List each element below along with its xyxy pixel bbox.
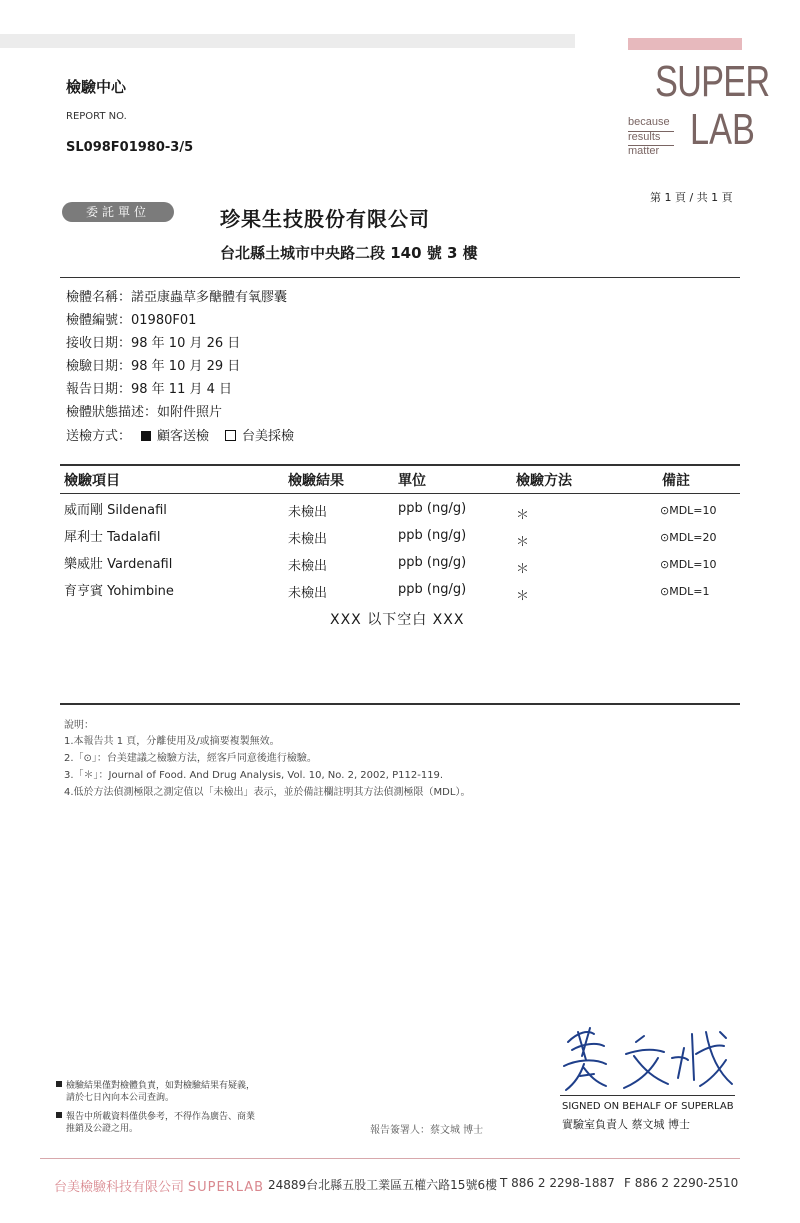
- header-title: 檢驗中心: [66, 78, 127, 96]
- table-top-rule: [60, 464, 740, 466]
- row-method: ＊: [516, 508, 530, 523]
- method-option-sampling: 台美採檢: [242, 429, 295, 444]
- sample-state: 檢體狀態描述：如附件照片: [66, 405, 223, 420]
- signature-line: [560, 1095, 735, 1096]
- submission-method: [66, 425, 294, 444]
- note-line: 1.本報告共 1 頁，分離使用及/或摘要複製無效。: [64, 736, 280, 747]
- notes-title: 說明：: [64, 720, 94, 731]
- logo-tagline-1: because: [628, 116, 670, 128]
- row-result: 未檢出: [288, 586, 328, 601]
- logo-lab: LAB: [690, 105, 755, 154]
- footer-tel: T 886 2 2298-1887: [500, 1176, 615, 1190]
- table-bottom-rule: [60, 703, 740, 705]
- report-no: SL098F01980-3/5: [66, 140, 194, 155]
- row-result: 未檢出: [288, 532, 328, 547]
- row-item: 樂威壯 Vardenafil: [64, 557, 173, 572]
- logo-tagline-2: results: [628, 131, 661, 143]
- row-item: 犀利士 Tadalafil: [64, 530, 161, 545]
- sample-name: 檢體名稱：諾亞康蟲草多醣體有氧膠囊: [66, 290, 288, 305]
- col-header-item: 檢驗項目: [64, 473, 120, 489]
- footer-brand: SUPERLAB: [187, 1180, 265, 1195]
- row-method: ＊: [516, 562, 530, 577]
- row-result: 未檢出: [288, 559, 328, 574]
- row-unit: ppb (ng/g): [398, 528, 467, 543]
- report-date: 報告日期：98 年 11 月 4 日: [66, 382, 233, 397]
- logo-super: SUPER: [655, 57, 770, 106]
- row-method: ＊: [516, 589, 530, 604]
- logo-accent-bar: [628, 38, 742, 50]
- disclaimer-2: [56, 1111, 255, 1135]
- row-note: ⊙MDL=20: [660, 531, 717, 544]
- top-scan-band: [0, 34, 575, 48]
- row-result: 未檢出: [288, 505, 328, 520]
- row-unit: ppb (ng/g): [398, 501, 467, 516]
- col-header-result: 檢驗結果: [288, 473, 344, 489]
- client-name: 珍果生技股份有限公司: [220, 207, 430, 231]
- col-header-method: 檢驗方法: [516, 473, 572, 489]
- test-date: 檢驗日期：98 年 10 月 29 日: [66, 359, 241, 374]
- method-option-customer: 顧客送檢: [157, 429, 210, 444]
- footer-company-name: 台美檢驗科技有限公司: [54, 1180, 185, 1195]
- note-line: 2.「⊙」：台美建議之檢驗方法，經客戶同意後進行檢驗。: [64, 753, 317, 764]
- row-item: 育亨賓 Yohimbine: [64, 584, 174, 599]
- row-unit: ppb (ng/g): [398, 582, 467, 597]
- submission-method-label: 送檢方式：: [66, 429, 132, 444]
- bullet-square-icon: [56, 1112, 62, 1118]
- row-item: 威而剛 Sildenafil: [64, 503, 167, 518]
- footer-company: [54, 1176, 264, 1195]
- disclaimer-text: 請於七日內向本公司查詢。: [66, 1093, 175, 1103]
- row-unit: ppb (ng/g): [398, 555, 467, 570]
- row-note: ⊙MDL=1: [660, 585, 710, 598]
- table-header-rule: [60, 493, 740, 494]
- sample-id: 檢體編號：01980F01: [66, 313, 197, 328]
- bullet-square-icon: [56, 1081, 62, 1087]
- report-no-label: REPORT NO.: [66, 111, 127, 122]
- client-badge: 委託單位: [62, 202, 174, 222]
- footer-rule: [40, 1158, 740, 1159]
- checkbox-checked-icon: [141, 431, 151, 441]
- lab-responsible: 實驗室負責人 蔡文城 博士: [562, 1118, 690, 1131]
- client-address: 台北縣土城市中央路二段 140 號 3 樓: [220, 244, 478, 262]
- row-note: ⊙MDL=10: [660, 504, 717, 517]
- note-line: 3.「＊」：Journal of Food. And Drug Analysis, Vol. 10, No. 2, 2002, P112-119.: [64, 770, 444, 781]
- disclaimer-text: 推銷及公證之用。: [66, 1124, 139, 1134]
- received-date: 接收日期：98 年 10 月 26 日: [66, 336, 241, 351]
- disclaimer-text: 檢驗結果僅對檢體負責，如對檢驗結果有疑義，: [66, 1081, 256, 1091]
- disclaimer-text: 報告中所載資料僅供參考，不得作為廣告、商業: [66, 1112, 256, 1122]
- logo-tagline-3: matter: [628, 145, 660, 157]
- row-note: ⊙MDL=10: [660, 558, 717, 571]
- footer-address: 24889台北縣五股工業區五權六路15號6樓: [268, 1178, 498, 1192]
- note-line: 4.低於方法偵測極限之測定值以「未檢出」表示，並於備註欄註明其方法偵測極限（MDL）。: [64, 787, 471, 798]
- col-header-note: 備註: [662, 473, 690, 489]
- page-info: 第 1 頁 / 共 1 頁: [650, 191, 733, 204]
- report-signer: 報告簽署人：蔡文城 博士: [370, 1125, 484, 1136]
- footer-fax: F 886 2 2290-2510: [624, 1176, 739, 1190]
- end-of-table-mark: XXX 以下空白 XXX: [330, 612, 465, 628]
- handwritten-signature: [560, 1020, 740, 1096]
- checkbox-empty-icon: [225, 430, 236, 441]
- row-method: ＊: [516, 535, 530, 550]
- disclaimer-1: [56, 1080, 255, 1104]
- divider: [60, 277, 740, 278]
- signed-on-behalf: SIGNED ON BEHALF OF SUPERLAB: [562, 1101, 734, 1112]
- col-header-unit: 單位: [398, 473, 426, 489]
